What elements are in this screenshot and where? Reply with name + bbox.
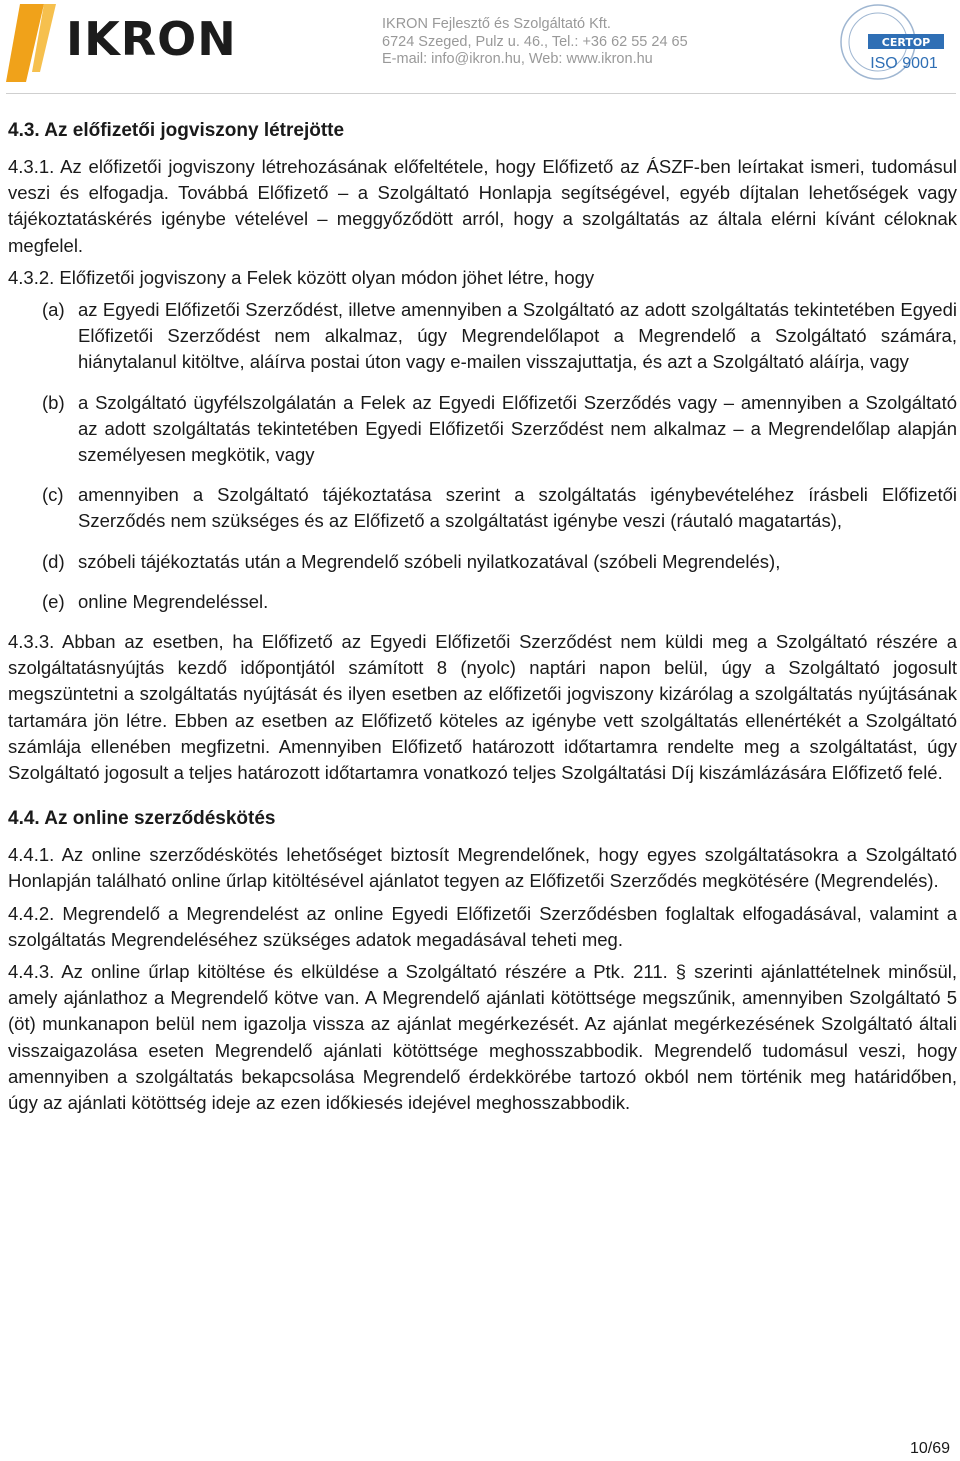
paragraph-4-4-1: 4.4.1. Az online szerződéskötés lehetőséget biztosít Megrendelőnek, hogy egyes szolgáltatásokra a Szolgáltató Honlapján található online űrlap kitöltésével ajánlatot tegyen az Előfizetői Szerződés megkötésére (Megrendelés).: [8, 844, 957, 892]
list-item-text: amennyiben a Szolgáltató tájékoztatása szerint a szolgáltatás igénybevételéhez írásbeli Előfizetői Szerződés nem szükséges és az Előfizető a szolgáltatást igénybe veszi (ráutaló magatartás),: [78, 484, 957, 532]
section-spacer: [8, 792, 957, 806]
paragraph-4-4-3: 4.4.3. Az online űrlap kitöltése és elküldése a Szolgáltató részére a Ptk. 211. § szerinti ajánlattételnek minősül, amely ajánlathoz a Megrendelő kötve van. A Megrendelő ajánlati kötöttsége megszűnik, amennyiben Szolgáltató 5 (öt) munkanapon belül nem igazolja vissza az ajánlat megérkezését. Az ajánlat megérkezésének Szolgáltató általi visszaigazolása eseten Megrendelő ajánlati kötöttsége meghosszabbodik. Megrendelő tudomásul veszi, hogy amennyiben a szolgáltatás bekapcsolása Megrendelő érdekkörébe tartozó okból nem történik meg határidőben, úgy az ajánlati kötöttség ideje az ezen időkiesés idejével meghosszabbodik.: [8, 961, 957, 1114]
certop-seal-icon: [838, 2, 948, 82]
list-marker: (d): [42, 550, 65, 572]
list-item: [8, 482, 957, 534]
company-address: 6724 Szeged, Pulz u. 46., Tel.: +36 62 55 24 65: [382, 33, 688, 50]
paragraph-4-3-3: 4.3.3. Abban az esetben, ha Előfizető az Egyedi Előfizetői Szerződést nem küldi meg a Szolgáltató részére a szolgáltatásnyújtás kezdő időpontjától számított 8 (nyolc) naptári napon belül, úgy a Szolgáltató jogosult megszüntetni a szolgáltatás nyújtását és ilyen esetben az előfizetői jogviszony kizárólag a szolgáltatás nyújtásának tartamára jön létre. Ebben az esetben az Előfizető köteles az igénybe vett szolgáltatás ellenértékét a Szolgáltató számlája ellenében megfizetni. Amennyiben Előfizető határozott időtartamra rendelte meg a szolgáltatást, úgy Szolgáltató jogosult a teljes határozott időtartamra vonatkozó teljes Szolgáltatási Díj kiszámlázására Előfizető felé.: [8, 631, 957, 784]
list-marker: (e): [42, 590, 65, 612]
company-name: IKRON Fejlesztő és Szolgáltató Kft.: [382, 16, 611, 32]
company-info: [382, 16, 688, 69]
list-item-text: online Megrendeléssel.: [78, 590, 269, 612]
list-item-text: szóbeli tájékoztatás után a Megrendelő szóbeli nyilatkozatával (szóbeli Megrendelés),: [78, 550, 781, 572]
list-marker: (a): [42, 299, 65, 321]
list-item: [8, 589, 957, 615]
cert-brand: CERTOP: [881, 36, 931, 49]
list-item-text: a Szolgáltató ügyfélszolgálatán a Felek az Egyedi Előfizetői Szerződés vagy – amennyiben a Szolgáltató az adott szolgáltatás tekintetében Egyedi Előfizetői Szerződést nem alkalmaz – a Megrendelőlap alapján személyesen megkötik, vagy: [78, 391, 957, 466]
ikron-logo: [6, 2, 246, 84]
cert-standard: ISO 9001: [870, 55, 938, 72]
document-body: [8, 118, 957, 1122]
list-marker: (b): [42, 391, 65, 413]
list-marker: (c): [42, 484, 64, 506]
page-number: 10/69: [909, 1440, 950, 1457]
ikron-logo-mark-icon: [6, 2, 66, 84]
paragraph-4-3-1: 4.3.1. Az előfizetői jogviszony létrehozásának előfeltétele, hogy Előfizető az ÁSZF-ben leírtakat ismeri, tudomásul veszi és elfogadja. Továbbá Előfizető – a Szolgáltató Honlapja segítségével, egyéb díjtalan lehetőségek vagy tájékoztatáskérés igénybe vételével – meggyőződött arról, hogy a szolgáltatás az általa elérni kívánt céloknak megfelel.: [8, 156, 957, 256]
header-divider: [6, 93, 956, 94]
logo-text: IKRON: [66, 12, 237, 66]
list-item: [8, 390, 957, 469]
list-item: [8, 549, 957, 575]
section-heading-4-3: 4.3. Az előfizetői jogviszony létrejötte: [8, 120, 345, 141]
section-heading-4-4: 4.4. Az online szerződéskötés: [8, 808, 276, 830]
iso-certificate-badge: [838, 2, 948, 82]
company-contact: E-mail: info@ikron.hu, Web: www.ikron.hu: [382, 51, 653, 67]
conditions-list: [8, 297, 957, 615]
list-item: [8, 297, 957, 376]
page-header: [0, 0, 960, 96]
list-item-text: az Egyedi Előfizetői Szerződést, illetve amennyiben a Szolgáltató az adott szolgáltatás tekintetében Egyedi Előfizetői Szerződést nem alkalmaz, úgy Megrendelőlapot a Megrendelő a Szolgáltató számára, hiánytalanul kitöltve, aláírva postai úton vagy e-mailen visszajuttatja, és azt a Szolgáltató aláírja, vagy: [78, 299, 957, 373]
paragraph-4-3-2: 4.3.2. Előfizetői jogviszony a Felek között olyan módon jöhet létre, hogy: [8, 266, 595, 288]
paragraph-4-4-2: 4.4.2. Megrendelő a Megrendelést az online Egyedi Előfizetői Szerződésben foglaltak elfogadásával, valamint a szolgáltatás Megrendeléséhez szükséges adatok megadásával teheti meg.: [8, 902, 957, 950]
